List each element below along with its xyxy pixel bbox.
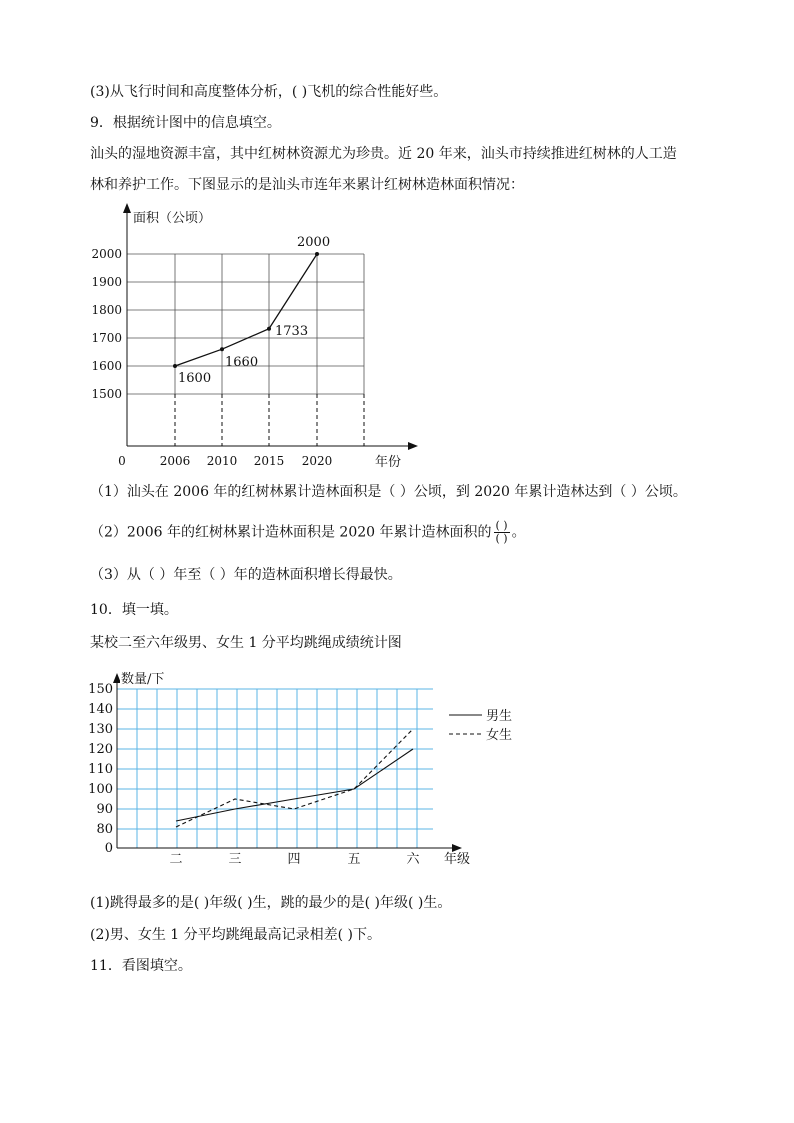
y-tick-label: 1700	[91, 331, 122, 345]
y-tick-label: 150	[88, 682, 113, 697]
y-tick-label: 1500	[91, 387, 122, 401]
x-tick-label: 四	[287, 852, 301, 867]
q11-title: 11．看图填空。	[90, 958, 192, 974]
y-tick-label: 1900	[91, 275, 122, 289]
x-axis-title: 年份	[375, 455, 402, 470]
q9-intro-line2: 林和养护工作。下图显示的是汕头市连年来累计红树林造林面积情况：	[90, 177, 524, 193]
x-tick-label: 六	[406, 852, 420, 867]
q9-part3-text: （3）从（ ）年至（ ）年的造林面积增长得最快。	[90, 567, 402, 583]
q10-part1-text: (1)跳得最多的是( )年级( )生，跳的最少的是( )年级( )生。	[90, 895, 452, 911]
q9-part2-end: 。	[511, 524, 526, 541]
x-tick-label: 三	[228, 852, 242, 867]
q9-title: 9．根据统计图中的信息填空。	[90, 115, 281, 131]
x-tick-label: 2006	[159, 454, 191, 468]
y-tick-label: 1600	[91, 359, 122, 373]
q10-title: 10．填一填。	[90, 602, 178, 618]
y-axis-title: 数量/下	[121, 672, 165, 687]
x-tick-label: 2015	[253, 454, 285, 468]
x-axis-title: 年级	[444, 852, 471, 867]
legend-label: 男生	[486, 709, 513, 724]
x-tick-label: 2010	[206, 454, 238, 468]
y-tick-label: 80	[96, 822, 113, 837]
origin-label: 0	[118, 454, 126, 468]
q8-part3-text: (3)从飞行时间和高度整体分析，( )飞机的综合性能好些。	[90, 84, 448, 100]
q10-caption: 某校二至六年级男、女生 1 分平均跳绳成绩统计图	[90, 635, 402, 651]
y-tick-label: 0	[104, 841, 113, 856]
y-axis-arrow	[113, 673, 121, 683]
y-tick-label: 2000	[91, 247, 122, 261]
q9-part1-text: （1）汕头在 2006 年的红树林累计造林面积是（ ）公顷，到 2020 年累计造林达到（ ）公顷。	[90, 484, 687, 500]
y-tick-label: 1800	[91, 303, 122, 317]
fraction-numerator: ( )	[495, 519, 508, 532]
data-label: 1733	[275, 323, 309, 339]
x-axis-arrow	[452, 844, 462, 852]
fraction-denominator: ( )	[495, 532, 508, 545]
q9-intro-line1: 汕头的湿地资源丰富，其中红树林资源尤为珍贵。近 20 年来，汕头市持续推进红树林的人工造	[90, 146, 677, 162]
y-axis-title: 面积（公顷）	[133, 211, 212, 226]
x-tick-label: 五	[347, 852, 361, 867]
y-tick-label: 130	[88, 722, 113, 737]
y-tick-label: 90	[96, 802, 113, 817]
y-tick-label: 100	[88, 782, 113, 797]
data-label: 1600	[178, 371, 212, 386]
y-tick-label: 140	[88, 702, 113, 717]
data-label: 2000	[297, 235, 331, 250]
q9-part2-text: （2）2006 年的红树林累计造林面积是 2020 年累计造林面积的	[90, 524, 492, 541]
y-tick-label: 110	[88, 762, 113, 777]
q10-part2-text: (2)男、女生 1 分平均跳绳最高记录相差( )下。	[90, 927, 382, 943]
y-tick-label: 120	[88, 742, 113, 757]
legend-label: 女生	[486, 728, 513, 743]
data-label: 1660	[225, 355, 259, 371]
x-tick-label: 2020	[301, 454, 333, 468]
x-tick-label: 二	[169, 852, 183, 867]
